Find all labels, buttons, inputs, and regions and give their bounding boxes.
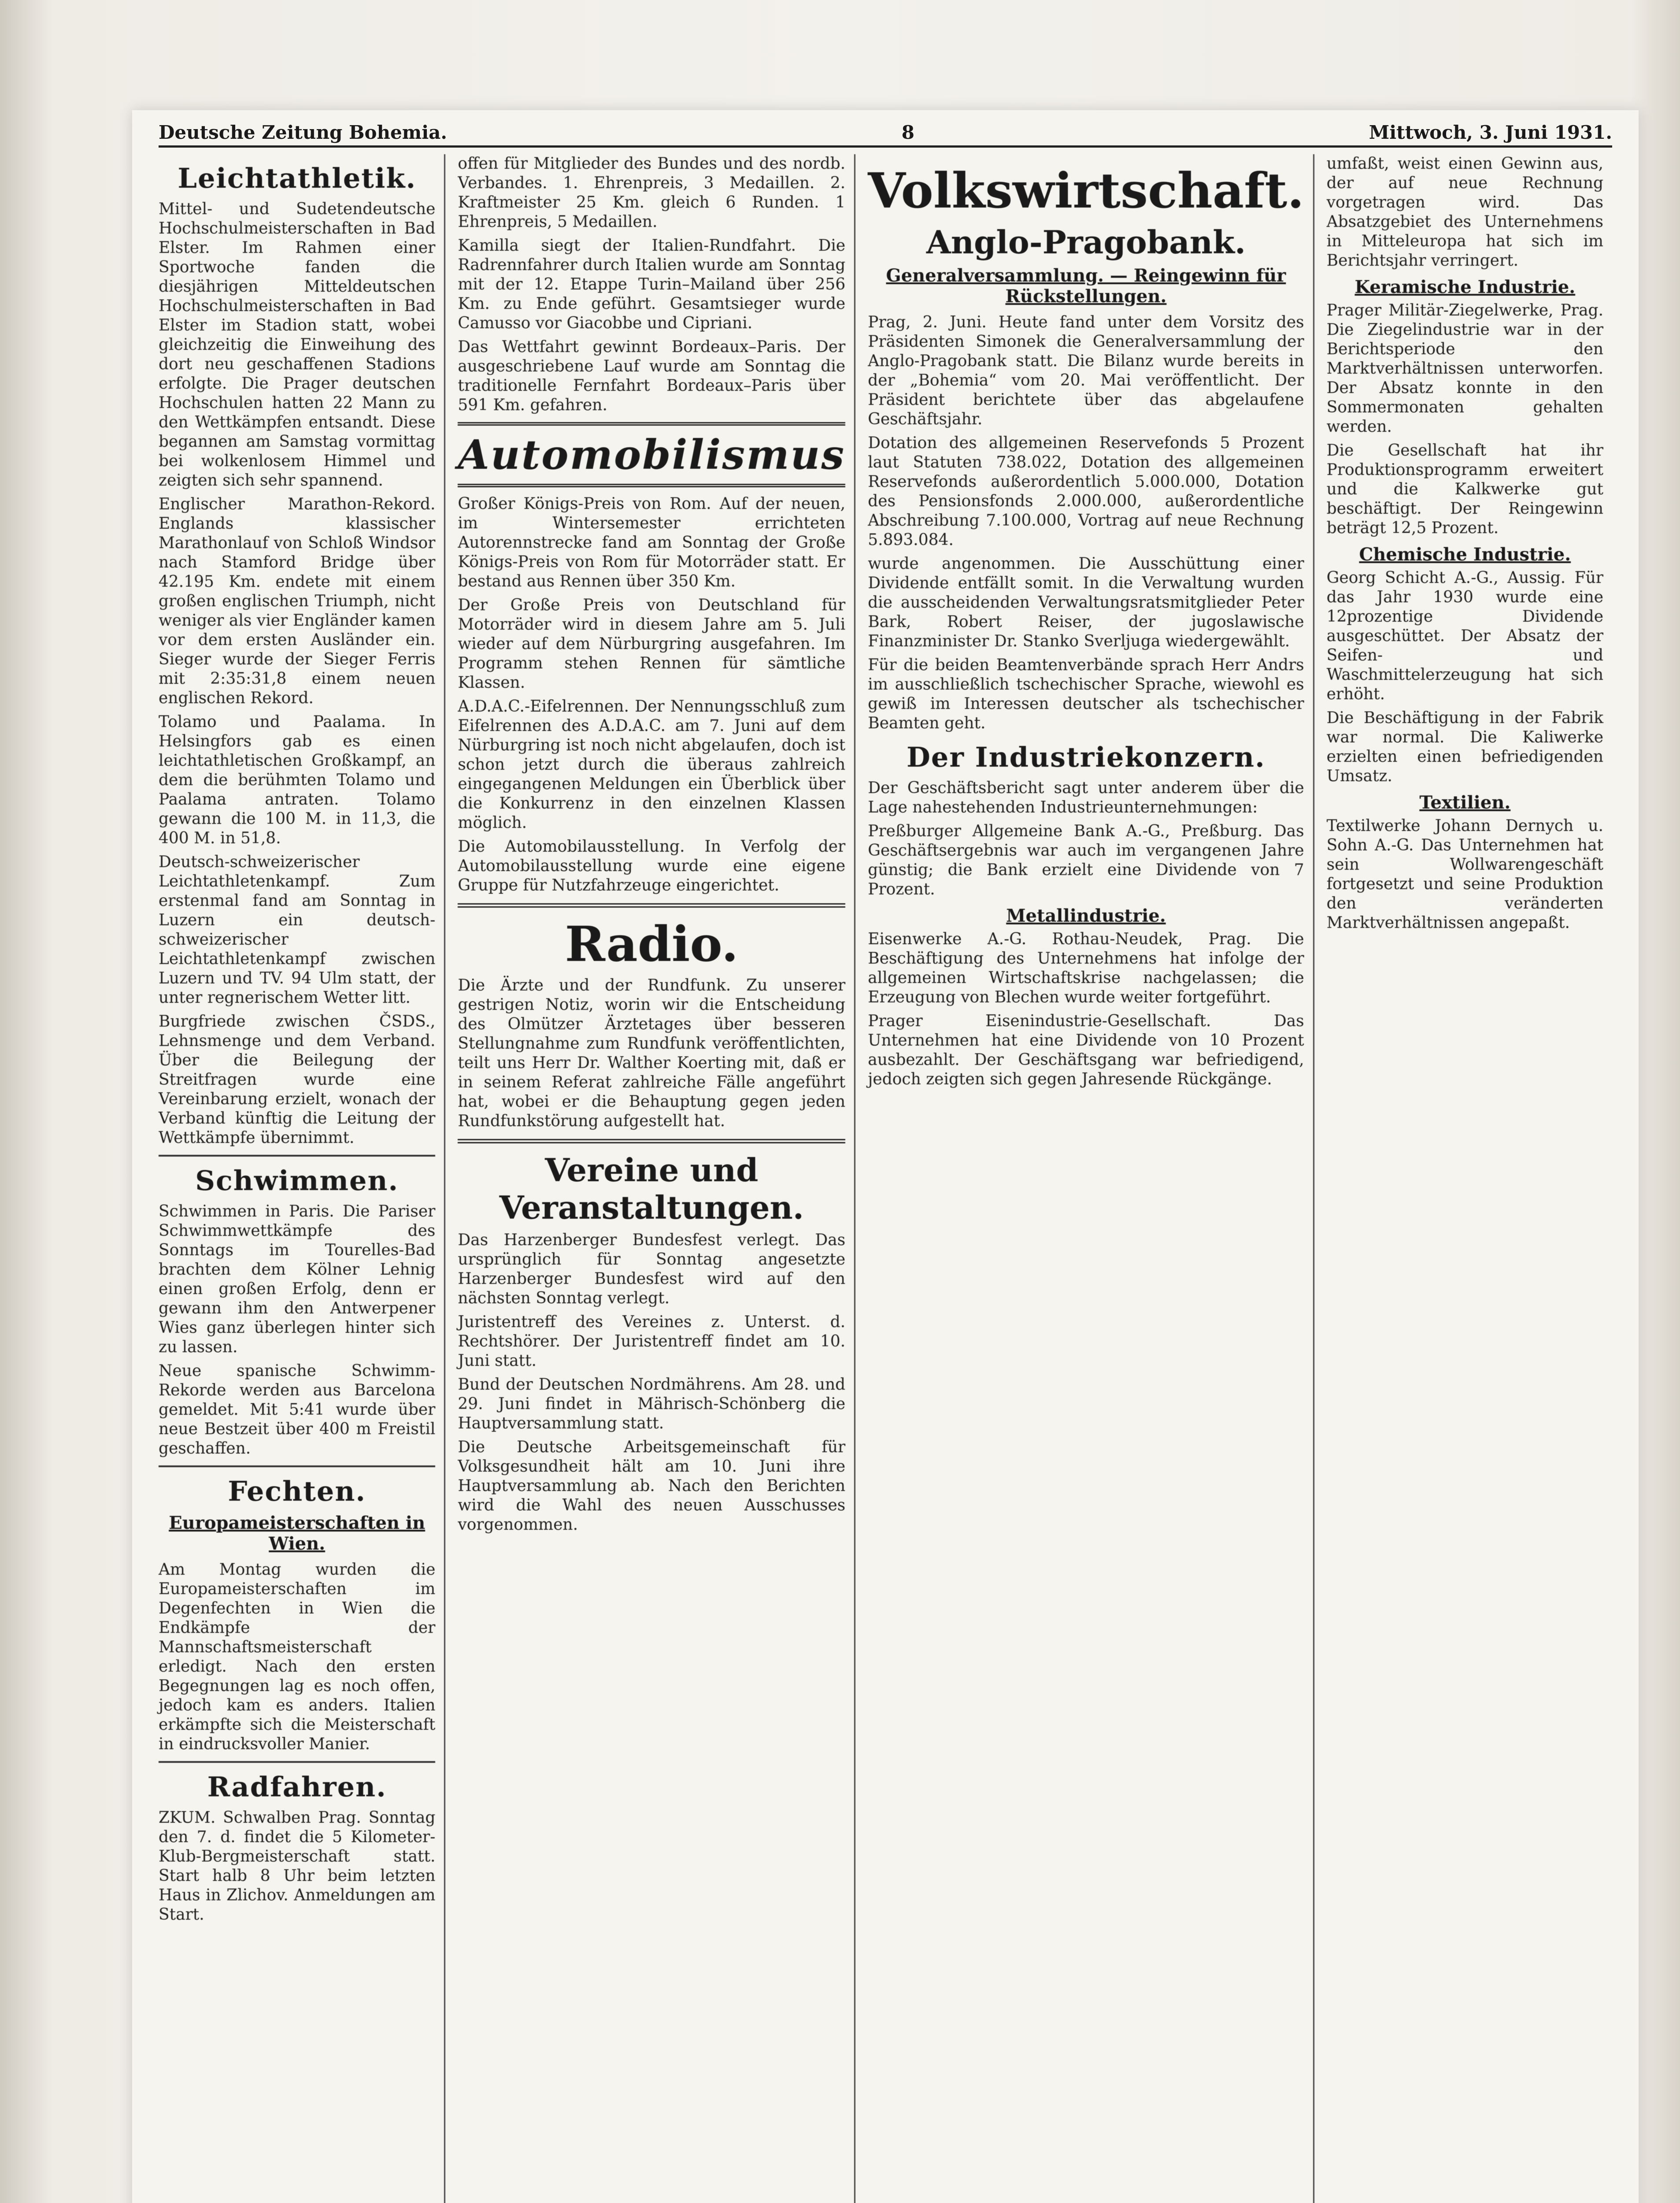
article-paragraph: Preßburger Allgemeine Bank A.-G., Preßburg. Das Geschäftsergebnis war auch im vergangenen Jahre günstig; die Bank erzielt eine Dividende von 7 Prozent. [868,822,1304,898]
article-paragraph: Juristentreff des Vereines z. Unterst. d. Rechtshörer. Der Juristentreff findet am 10. Juni statt. [458,1313,846,1370]
heading-fechten: Fechten. [228,1475,366,1507]
subheading-textilien: Textilien. [1419,792,1511,813]
heading-radio: Radio. [565,916,739,972]
article-paragraph: Deutsch-schweizerischer Leichtathletenkampf. Zum erstenmal fand am Sonntag in Luzern ein deutsch-schweizerischer Leichtathletenkampf zwischen Luzern und TV. 94 Ulm statt, der unter regnerischem Wetter litt. [159,853,436,1007]
article-paragraph: Die Beschäftigung in der Fabrik war normal. Die Kaliwerke erzielten einen befriedigenden Umsatz. [1326,709,1604,785]
column-1 [159,154,445,2203]
article-paragraph: wurde angenommen. Die Ausschüttung einer Dividende entfällt somit. In die Verwaltung wurden die ausscheidenden Verwaltungsratsmitglieder Peter Bark, Robert Reiser, der jugoslawische Finanzminister Dr. Stanko Sverljuga wiedergewählt. [868,555,1304,650]
masthead [159,119,1612,148]
heading-radfahren: Radfahren. [207,1771,387,1803]
heading-schwimmen: Schwimmen. [195,1165,399,1197]
newspaper-page [132,110,1639,2203]
article-paragraph: Die Gesellschaft hat ihr Produktionsprogramm erweitert und die Kalkwerke gut beschäftigt. Der Reingewinn beträgt 12,5 Prozent. [1326,441,1604,537]
divider [159,1761,435,1763]
article-paragraph: Die Deutsche Arbeitsgemeinschaft für Volksgesundheit hält am 10. Juni ihre Hauptversammlung ab. Nach den Berichten wird die Wahl des neuen Ausschusses vorgenommen. [458,1438,846,1534]
article-paragraph: Für die beiden Beamtenverbände sprach Herr Andrs im ausschließlich tschechischer Sprache, wiewohl es gewiß im Interessen deutscher als tschechischer Beamten geht. [868,656,1304,732]
subheading-metallindustrie: Metallindustrie. [1006,905,1166,926]
column-2 [458,154,855,2203]
divider [159,1465,435,1467]
article-paragraph: A.D.A.C.-Eifelrennen. Der Nennungsschluß zum Eifelrennen des A.D.A.C. am 7. Juni auf dem Nürburgring ist noch nicht abgelaufen, doch ist schon jetzt durch die überaus zahlreich eingegangenen Meldungen ein Überblick über die Konkurrenz in den einzelnen Klassen möglich. [458,697,846,832]
column-3 [868,154,1314,2203]
article-paragraph: Englischer Marathon-Rekord. Englands klassischer Marathonlauf von Schloß Windsor nach Stamford Bridge über 42.195 Km. endete mit einem großen englischen Triumph, nicht weniger als vier Engländer kamen vor dem ersten Ausländer ein. Sieger wurde der Sieger Ferris mit 2:35:31,8 einem neuen englischen Rekord. [159,495,436,707]
article-paragraph: Der Geschäftsbericht sagt unter anderem über die Lage nahestehenden Industrieunternehmungen: [868,779,1304,816]
article-paragraph: Prager Militär-Ziegelwerke, Prag. Die Ziegelindustrie war in der Berichtsperiode den Marktverhältnissen unterworfen. Der Absatz konnte in den Sommermonaten gehalten werden. [1326,301,1604,436]
article-paragraph: Die Ärzte und der Rundfunk. Zu unserer gestrigen Notiz, worin wir die Entscheidung des Olmützer Ärztetages über besseren Stellungnahme zum Rundfunk veröffentlichten, teilt uns Herr Dr. Walther Koerting mit, daß er in seinem Referat zahlreiche Fälle angeführt hat, wobei er die Behauptung gegen jeden Rundfunkstörung aufgestellt hat. [458,976,846,1130]
article-paragraph: Großer Königs-Preis von Rom. Auf der neuen, im Wintersemester errichteten Autorennstrecke fand am Sonntag der Große Königs-Preis von Rom für Motorräder statt. Er bestand aus Rennen über 350 Km. [458,495,846,590]
article-paragraph: Dotation des allgemeinen Reservefonds 5 Prozent laut Statuten 738.022, Dotation des allgemeinen Reservefonds außerordentlich 5.000.000, Dotation des Pensionsfonds 2.000.000, außerordentliche Abschreibung 7.100.000, Vortrag auf neue Rechnung 5.893.084. [868,434,1304,549]
article-paragraph: Mittel- und Sudetendeutsche Hochschulmeisterschaften in Bad Elster. Im Rahmen einer Sportwoche fanden die diesjährigen Mitteldeutschen Hochschulmeisterschaften in Bad Elster im Stadion statt, wobei gleichzeitig die Einweihung des dort neu geschaffenen Stadions erfolgte. Die Prager deutschen Hochschulen hatten 22 Mann zu den Wettkämpfen entsandt. Diese begannen am Samstag vormittag bei wolkenlosem Himmel und zeigten sich sehr spannend. [159,200,436,490]
heading-automobilismus: Automobilismus [458,422,845,487]
article-paragraph: Burgfriede zwischen ČSDS., Lehnsmenge und dem Verband. Über die Beilegung der Streitfragen wurde eine Vereinbarung erzielt, wonach der Verband künftig die Leitung der Wettkämpfe übernimmt. [159,1012,436,1147]
divider [159,1155,435,1157]
article-paragraph: Das Wettfahrt gewinnt Bordeaux–Paris. Der ausgeschriebene Lauf wurde am Sonntag die traditionelle Fernfahrt Bordeaux–Paris über 591 Km. gefahren. [458,338,846,414]
subheading: Generalversammlung. — Reingewinn für Rückstellungen. [886,265,1286,307]
article-paragraph: Am Montag wurden die Europameisterschaften im Degenfechten in Wien die Endkämpfe der Mannschaftsmeisterschaft erledigt. Nach den ersten Begegnungen lag es noch offen, jedoch kam es anders. Italien erkämpfte sich die Meisterschaft in eindrucksvoller Manier. [159,1561,436,1753]
article-paragraph: Bund der Deutschen Nordmährens. Am 28. und 29. Juni findet in Mährisch-Schönberg die Hauptversammlung statt. [458,1376,846,1432]
article-paragraph: Neue spanische Schwimm-Rekorde werden aus Barcelona gemeldet. Mit 5:41 wurde über neue Bestzeit über 400 m Freistil geschaffen. [159,1362,436,1458]
subheading: Europameisterschaften in Wien. [169,1513,426,1554]
article-paragraph: Tolamo und Paalama. In Helsingfors gab es einen leichtathletischen Großkampf, an dem die berühmten Tolamo und Paalama antraten. Tolamo gewann die 100 M. in 11,3, die 400 M. in 51,8. [159,713,436,847]
subheading-keramische-industrie: Keramische Industrie. [1354,277,1576,297]
heading-volkswirtschaft: Volkswirtschaft. [868,162,1304,219]
article-paragraph: Eisenwerke A.-G. Rothau-Neudek, Prag. Die Beschäftigung des Unternehmens hat infolge der allgemeinen Wirtschaftskrise nachgelassen; die Erzeugung von Blechen wurde weiter fortgeführt. [868,930,1304,1006]
page-number: 8 [901,121,914,143]
divider [458,903,845,908]
article-paragraph: Kamilla siegt der Italien-Rundfahrt. Die Radrennfahrer durch Italien wurde am Sonntag mit der 12. Etappe Turin–Mailand über 256 Km. zu Ende geführt. Gesamtsieger wurde Camusso vor Giacobbe und Cipriani. [458,237,846,332]
heading-leichtathletik: Leichtathletik. [178,162,417,194]
heading-anglo-pragobank: Anglo-Pragobank. [926,223,1246,261]
article-paragraph: Prager Eisenindustrie-Gesellschaft. Das Unternehmen hat eine Dividende von 10 Prozent ausbezahlt. Der Geschäftsgang war befriedigend, jedoch zeigten sich gegen Jahresende Rückgänge. [868,1012,1304,1088]
article-paragraph: Prag, 2. Juni. Heute fand unter dem Vorsitz des Präsidenten Simonek die Generalversammlung der Anglo-Pragobank statt. Die Bilanz wurde bereits in der „Bohemia“ vom 20. Mai veröffentlicht. Der Präsident berichtete über das abgelaufene Geschäftsjahr. [868,313,1304,428]
article-paragraph: Schwimmen in Paris. Die Pariser Schwimmwettkämpfe des Sonntags im Tourelles-Bad brachten dem Kölner Lehnig einen großen Erfolg, denn er gewann ihm den Antwerpener Wies ganz überlegen hinter sich zu lassen. [159,1202,436,1356]
article-paragraph: offen für Mitglieder des Bundes und des nordb. Verbandes. 1. Ehrenpreis, 3 Medaillen. 2. Kraftmeister 25 Km. gleich 6 Runden. 1 Ehrenpreis, 5 Medaillen. [458,155,846,231]
article-paragraph: Der Große Preis von Deutschland für Motorräder wird in diesem Jahre am 5. Juli wieder auf dem Nürburgring ausgefahren. Im Programm stehen Rennen für sämtliche Klassen. [458,596,846,692]
heading-vereine: Vereine und Veranstaltungen. [499,1151,804,1226]
article-paragraph: Georg Schicht A.-G., Aussig. Für das Jahr 1930 wurde eine 12prozentige Dividende ausgeschüttet. Der Absatz der Seifen- und Waschmittelerzeugung hat sich erhöht. [1326,569,1604,703]
article-paragraph: umfaßt, weist einen Gewinn aus, der auf neue Rechnung vorgetragen wird. Das Absatzgebiet des Unternehmens in Mitteleuropa hat sich im Berichtsjahr verringert. [1326,155,1604,270]
article-paragraph: Das Harzenberger Bundesfest verlegt. Das ursprünglich für Sonntag angesetzte Harzenberger Bundesfest wird auf den nächsten Sonntag verlegt. [458,1231,846,1307]
article-paragraph: ZKUM. Schwalben Prag. Sonntag den 7. d. findet die 5 Kilometer-Klub-Bergmeisterschaft statt. Start halb 8 Uhr beim letzten Haus in Zlichov. Anmeldungen am Start. [159,1809,436,1924]
masthead-title: Deutsche Zeitung Bohemia. [159,121,447,143]
article-paragraph: Die Automobilausstellung. In Verfolg der Automobilausstellung wurde eine eigene Gruppe für Nutzfahrzeuge eingerichtet. [458,838,846,894]
columns [159,154,1612,2203]
heading-industriekonzern: Der Industriekonzern. [907,741,1266,773]
subheading-chemische-industrie: Chemische Industrie. [1359,544,1571,565]
article-paragraph: Textilwerke Johann Dernych u. Sohn A.-G. Das Unternehmen hat sein Wollwarengeschäft fortgesetzt und seine Produktion den veränderten Marktverhältnissen angepaßt. [1326,817,1604,932]
divider [458,1139,845,1143]
column-4 [1327,154,1612,2203]
masthead-date: Mittwoch, 3. Juni 1931. [1369,121,1612,143]
